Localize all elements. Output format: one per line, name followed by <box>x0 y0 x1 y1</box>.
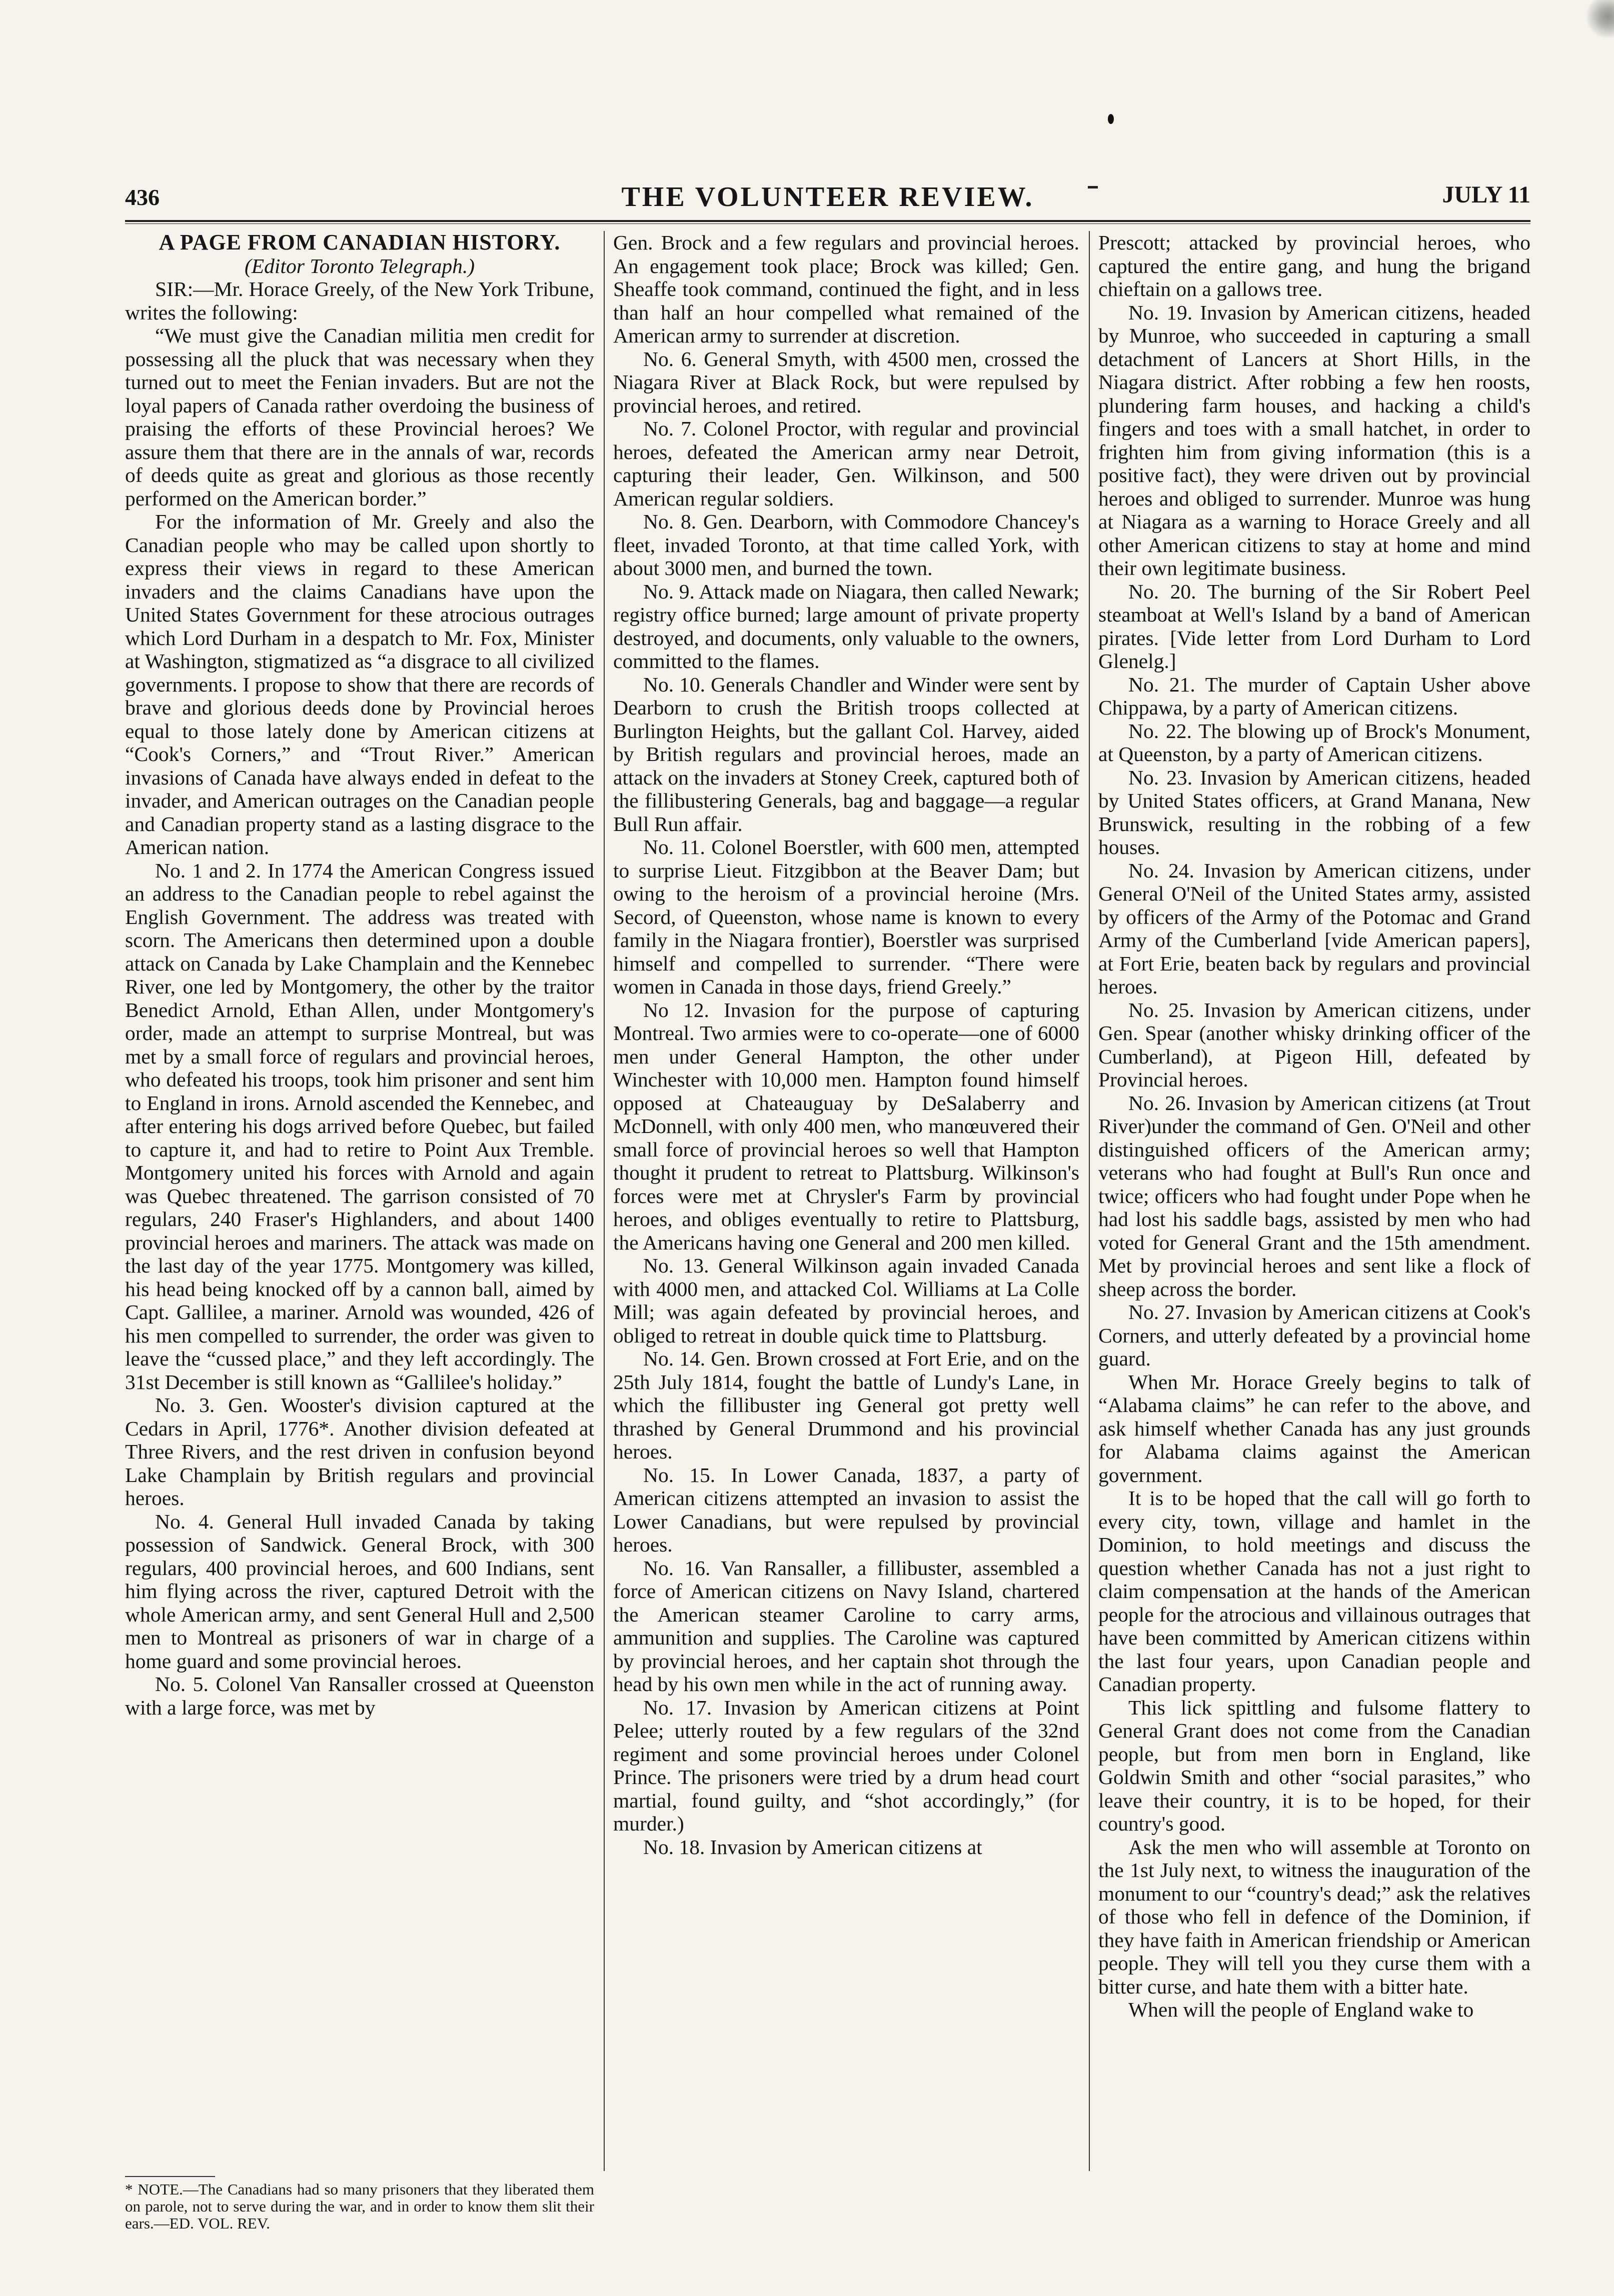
article-paragraph: No. 3. Gen. Wooster's division captured at the Cedars in April, 1776*. Another division defeated at Three Rivers, and the rest driven in confusion beyond Lake Champlain by British regulars and provincial heroes. <box>125 1394 594 1510</box>
article-paragraph: Prescott; attacked by provincial heroes, who captured the entire gang, and hung the brigand chieftain on a gallows tree. <box>1098 231 1530 300</box>
article-paragraph: No. 21. The murder of Captain Usher above Chippawa, by a party of American citizens. <box>1098 672 1530 719</box>
article-paragraph: No. 16. Van Ransaller, a fillibuster, assembled a force of American citizens on Navy Island, chartered the American steamer Caroline to carry arms, ammunition and supplies. The Caroline was captured by provincial heroes, and her captain shot through the head by his own men while in the act of running away. <box>613 1556 1079 1696</box>
column-1 <box>125 231 594 2171</box>
article-paragraph: No. 11. Colonel Boerstler, with 600 men, attempted to surprise Lieut. Fitzgibbon at the Beaver Dam; but owing to the heroism of a provincial heroine (Mrs. Secord, of Queenston, whose name is known to every family in the Niagara frontier), Boerstler was surprised himself and compelled to surrender. “There were women in Canada in those days, friend Greely.” <box>613 836 1079 998</box>
header-rule <box>125 220 1530 222</box>
article-paragraph: No. 6. General Smyth, with 4500 men, crossed the Niagara River at Black Rock, but were repulsed by provincial heroes, and retired. <box>613 347 1079 417</box>
article-paragraph: No. 23. Invasion by American citizens, headed by United States officers, at Grand Manana, New Brunswick, resulting in the robbing of a few houses. <box>1098 766 1530 858</box>
article-paragraph: No. 10. Generals Chandler and Winder were sent by Dearborn to crush the British troops collected at Burlington Heights, but the gallant Col. Harvey, aided by British regulars and provincial heroes, made an attack on the invaders at Stoney Creek, captured both of the fillibustering Generals, bag and baggage—a regular Bull Run affair. <box>613 672 1079 836</box>
scan-edge-smudge <box>1584 0 1614 55</box>
article-paragraph: For the information of Mr. Greely and also the Canadian people who may be called upon shortly to express their views in regard to these American invaders and the claims Canadians have upon the United States Government for these atrocious outrages which Lord Durham in a despatch to Mr. Fox, Minister at Washington, stigmatized as “a disgrace to all civilized governments. I propose to show that there are records of brave and glorious deeds done by Provincial heroes equal to those lately done by American citizens at “Cook's Corners,” and “Trout River.” American invasions of Canada have always ended in defeat to the invader, and American outrages on the Canadian people and Canadian property stand as a lasting disgrace to the American nation. <box>125 510 594 858</box>
article-paragraph: No. 17. Invasion by American citizens at Point Pelee; utterly routed by a few regulars of the 32nd regiment and some provincial heroes under Colonel Prince. The prisoners were tried by a drum head court martial, found guilty, and “shot accordingly,” (for murder.) <box>613 1696 1079 1835</box>
article-paragraph: Ask the men who will assemble at Toronto on the 1st July next, to witness the inauguration of the monument to our “country's dead;” ask the relatives of those who fell in defence of the Dominion, if they have faith in American friendship or American people. They will tell you they curse them with a bitter curse, and hate them with a bitter hate. <box>1098 1835 1530 1998</box>
masthead-title: THE VOLUNTEER REVIEW. <box>621 182 1034 212</box>
article-paragraph: No. 25. Invasion by American citizens, under Gen. Spear (another whisky drinking officer of the Cumberland), at Pigeon Hill, defeated by Provincial heroes. <box>1098 998 1530 1091</box>
article-paragraph: No. 27. Invasion by American citizens at Cook's Corners, and utterly defeated by a provincial home guard. <box>1098 1300 1530 1370</box>
footnote-rule <box>125 2176 215 2177</box>
column-divider <box>604 231 605 2171</box>
article-paragraph: SIR:—Mr. Horace Greely, of the New York Tribune, writes the following: <box>125 278 594 324</box>
article-paragraph: No. 14. Gen. Brown crossed at Fort Erie, and on the 25th July 1814, fought the battle of Lundy's Lane, in which the fillibuster ing General got pretty well thrashed by General Drummond and his provincial heroes. <box>613 1347 1079 1463</box>
article-paragraph: No. 19. Invasion by American citizens, headed by Munroe, who succeeded in capturing a small detachment of Lancers at Short Hills, in the Niagara district. After robbing a few hen roosts, plundering farm houses, and hacking a child's fingers and toes with a small hatchet, in order to frighten him from giving information (this is a positive fact), they were driven out by provincial heroes and obliged to surrender. Munroe was hung at Niagara as a warning to Horace Greely and all other American citizens to stay at home and mind their own legitimate business. <box>1098 300 1530 580</box>
article-paragraph: “We must give the Canadian militia men credit for possessing all the pluck that was necessary when they turned out to meet the Fenian invaders. But are not the loyal papers of Canada rather overdoing the business of praising the efforts of these Provincial heroes? We assure them that there are in the annals of war, records of deeds quite as great and glorious as those recently performed on the American border.” <box>125 324 594 510</box>
column-3-body <box>1098 231 1530 2022</box>
article-paragraph: No. 26. Invasion by American citizens (at Trout River)under the command of Gen. O'Neil and other distinguished officers of the American army; veterans who had fought at Bull's Run once and twice; officers who had fought under Pope when he had lost his saddle bags, assisted by men who had voted for General Grant and the 15th amendment. Met by provincial heroes and sent like a flock of sheep across the border. <box>1098 1091 1530 1300</box>
article-paragraph: No. 8. Gen. Dearborn, with Commodore Chancey's fleet, invaded Toronto, at that time called York, with about 3000 men, and burned the town. <box>613 510 1079 580</box>
column-3 <box>1098 231 1530 2171</box>
article-paragraph: When will the people of England wake to <box>1128 1998 1474 2021</box>
article-paragraph: No. 18. Invasion by American citizens at <box>643 1835 982 1858</box>
article-paragraph: Gen. Brock and a few regulars and provincial heroes. An engagement took place; Brock was killed; Gen. Sheaffe took command, continued the fight, and in less than half an hour compelled what remained of the American army to surrender at discretion. <box>613 231 1079 347</box>
issue-date: JULY 11 <box>1442 182 1530 208</box>
article-paragraph: No. 9. Attack made on Niagara, then called Newark; registry office burned; large amount of private property destroyed, and documents, only valuable to the owners, committed to the flames. <box>613 580 1079 672</box>
article-paragraph: When Mr. Horace Greely begins to talk of “Alabama claims” he can refer to the above, and ask himself whether Canada has any just grounds for Alabama claims against the American government. <box>1098 1370 1530 1486</box>
article-credit: (Editor Toronto Telegraph.) <box>244 254 475 278</box>
column-1-body <box>125 278 594 1719</box>
article-paragraph: No. 1 and 2. In 1774 the American Congress issued an address to the Canadian people to rebel against the English Government. The address was treated with scorn. The Americans then determined upon a double attack on Canada by Lake Champlain and the Kennebec River, one led by Montgomery, the other by the traitor Benedict Arnold, Ethan Allen, under Montgomery's order, made an attempt to surprise Montreal, but was met by a small force of regulars and provincial heroes, who defeated his troops, took him prisoner and sent him to England in irons. Arnold ascended the Kennebec, and after entering his dogs arrived before Quebec, but failed to capture it, and had to retire to Point Aux Tremble. Montgomery united his forces with Arnold and again was Quebec threatened. The garrison consisted of 70 regulars, 240 Fraser's Highlanders, and about 1400 provincial heroes and mariners. The attack was made on the last day of the year 1775. Montgomery was killed, his head being knocked off by a cannon ball, aimed by Capt. Gallilee, a mariner. Arnold was wounded, 426 of his men compelled to surrender, the order was given to leave the “cussed place,” and they left accordingly. The 31st December is still known as “Gallilee's holiday.” <box>125 858 594 1394</box>
article-paragraph: This lick spittling and fulsome flattery to General Grant does not come from the Canadian people, but from men born in England, like Goldwin Smith and other “social parasites,” who leave their country, it is to be hoped, for their country's good. <box>1098 1696 1530 1835</box>
ink-dot-mark <box>1108 114 1114 124</box>
article-paragraph: No 12. Invasion for the purpose of capturing Montreal. Two armies were to co-operate—one of 6000 men under General Hampton, the other under Winchester with 10,000 men. Hampton found himself opposed at Chateauguay by DeSalaberry and McDonnell, with only 400 men, who manœuvered their small force of provincial heroes so well that Hampton thought it prudent to retreat to Plattsburg. Wilkinson's forces were met at Chrysler's Farm by provincial heroes, and obliges eventually to retire to Plattsburg, the Americans having one General and 200 men killed. <box>613 998 1079 1254</box>
page-header <box>125 181 1530 216</box>
article-paragraph: No. 5. Colonel Van Ransaller crossed at Queenston with a large force, was met by <box>125 1672 594 1719</box>
article-paragraph: No. 22. The blowing up of Brock's Monument, at Queenston, by a party of American citizens. <box>1098 719 1530 766</box>
article-paragraph: It is to be hoped that the call will go forth to every city, town, village and hamlet in the Dominion, to hold meetings and discuss the question whether Canada has not a just right to claim compensation at the hands of the American people for the atrocious and villainous outrages that have been committed by American citizens within the last four years, upon Canadian people and Canadian property. <box>1098 1486 1530 1696</box>
article-paragraph: No. 24. Invasion by American citizens, under General O'Neil of the United States army, assisted by officers of the Army of the Potomac and Grand Army of the Cumberland [vide American papers], at Fort Erie, beaten back by regulars and provincial heroes. <box>1098 858 1530 998</box>
article-paragraph: No. 7. Colonel Proctor, with regular and provincial heroes, defeated the American army near Detroit, capturing their leader, Gen. Wilkinson, and 500 American regular soldiers. <box>613 417 1079 510</box>
column-divider <box>1089 231 1090 2171</box>
column-2-body <box>613 231 1079 1858</box>
article-paragraph: No. 20. The burning of the Sir Robert Peel steamboat at Well's Island by a band of American pirates. [Vide letter from Lord Durham to Lord Glenelg.] <box>1098 580 1530 672</box>
column-2 <box>613 231 1079 2171</box>
article-paragraph: No. 13. General Wilkinson again invaded Canada with 4000 men, and attacked Col. Williams at La Colle Mill; was again defeated by provincial heroes, and obliged to retreat in double quick time to Plattsburg. <box>613 1254 1079 1347</box>
footnote: * NOTE.—The Canadians had so many prisoners that they liberated them on parole, not to serve during the war, and in order to know them slit their ears.—ED. VOL. REV. <box>125 2180 594 2232</box>
article-title: A PAGE FROM CANADIAN HISTORY. <box>159 231 561 254</box>
article-paragraph: No. 15. In Lower Canada, 1837, a party of American citizens attempted an invasion to assist the Lower Canadians, but were repulsed by provincial heroes. <box>613 1463 1079 1556</box>
article-paragraph: No. 4. General Hull invaded Canada by taking possession of Sandwick. General Brock, with 300 regulars, 400 provincial heroes, and 600 Indians, sent him flying across the river, captured Detroit with the whole American army, and sent General Hull and 2,500 men to Montreal as prisoners of war in charge of a home guard and some provincial heroes. <box>125 1510 594 1672</box>
page-number: 436 <box>125 184 160 210</box>
